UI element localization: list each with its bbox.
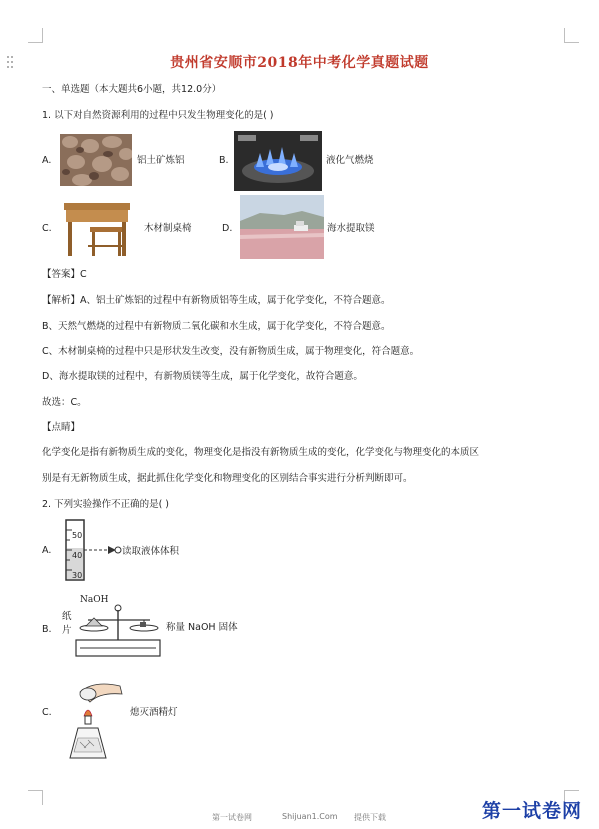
paper-label-1: 纸 xyxy=(62,611,72,622)
balance-diagram xyxy=(58,598,168,660)
q2-option-b-letter: B. xyxy=(42,624,52,635)
cylinder-tick-40: 40 xyxy=(72,551,83,560)
q1-conclusion: 故选：C。 xyxy=(42,397,87,408)
q1-option-d-text: 海水提取镁 xyxy=(327,223,375,234)
question-1-stem: 1. 以下对自然资源利用的过程中只发生物理变化的是( ) xyxy=(42,110,274,121)
alcohol-lamp-diagram xyxy=(60,672,130,762)
q2-option-a-text: 读取液体体积 xyxy=(122,546,180,557)
gas-flame-image xyxy=(234,131,322,191)
q1-option-a-letter: A. xyxy=(42,155,52,166)
crop-mark-bottom-left xyxy=(28,790,43,805)
paper-label-2: 片 xyxy=(62,625,72,636)
footer-domain[interactable]: Shijuan1.Com xyxy=(282,812,338,821)
q1-analysis-line-4: D、海水提取镁的过程中，有新物质镁等生成，属于化学变化，故符合题意。 xyxy=(42,371,363,382)
q1-analysis-line-3: C、木材制桌椅的过程中只是形状发生改变，没有新物质生成，属于物理变化，符合题意。 xyxy=(42,346,420,357)
balance-naoh-label: NaOH xyxy=(80,595,109,605)
q1-comment-line-1: 化学变化是指有新物质生成的变化，物理变化是指没有新物质生成的变化，化学变化与物理变化的本质区 xyxy=(42,447,480,458)
q1-option-c-letter: C. xyxy=(42,223,52,234)
q1-analysis-line-1: 【解析】A、铝土矿炼铝的过程中有新物质铝等生成，属于化学变化，不符合题意。 xyxy=(42,295,391,306)
bauxite-image xyxy=(60,134,132,186)
q1-comment-line-2: 别是有无新物质生成，据此抓住化学变化和物理变化的区别结合事实进行分析判断即可。 xyxy=(42,473,413,484)
q1-option-a-text: 铝土矿炼铝 xyxy=(137,155,185,166)
q1-option-b-text: 液化气燃烧 xyxy=(326,155,374,166)
crop-mark-top-right xyxy=(564,28,579,43)
q1-answer: 【答案】C xyxy=(42,269,87,280)
cylinder-tick-30: 30 xyxy=(72,571,83,580)
q1-comment-label: 【点睛】 xyxy=(42,422,81,433)
footer-download: 提供下载 xyxy=(354,813,386,822)
wooden-desk-chair-image xyxy=(60,197,140,259)
brand-logo: 第一试卷网 xyxy=(482,800,583,822)
section-heading: 一、单选题（本大题共6小题，共12.0分） xyxy=(42,84,222,95)
q2-option-c-text: 熄灭酒精灯 xyxy=(130,707,178,718)
question-2-stem: 2. 下列实验操作不正确的是( ) xyxy=(42,499,170,510)
q2-option-a-letter: A. xyxy=(42,545,52,556)
q2-option-b-text: 称量 NaOH 固体 xyxy=(166,622,238,633)
footer-site-name: 第一试卷网 xyxy=(212,813,252,822)
page-title: 贵州省安顺市2018年中考化学真题试题 xyxy=(170,55,429,71)
seawater-field-image xyxy=(240,195,324,259)
q1-analysis-line-2: B、天然气燃烧的过程中有新物质二氧化碳和水生成，属于化学变化，不符合题意。 xyxy=(42,321,391,332)
q2-option-c-letter: C. xyxy=(42,707,52,718)
q1-option-d-letter: D. xyxy=(222,223,233,234)
cylinder-tick-50: 50 xyxy=(72,531,83,540)
q1-option-b-letter: B. xyxy=(219,155,229,166)
crop-mark-top-left xyxy=(28,28,43,43)
q1-option-c-text: 木材制桌椅 xyxy=(144,223,192,234)
